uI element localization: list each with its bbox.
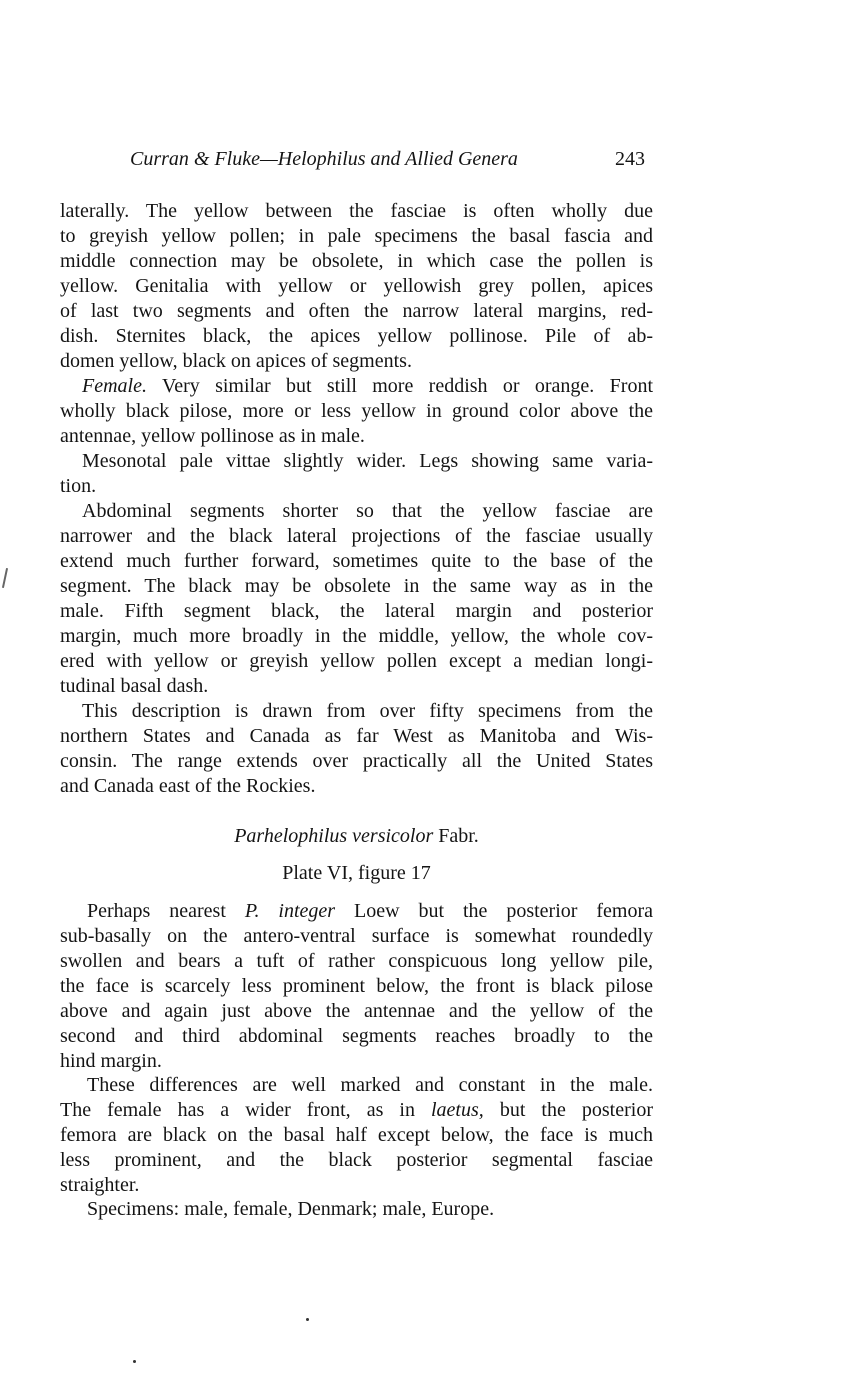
plate-heading: Plate VI, figure 17 [282,862,431,884]
text-line: straighter. [60,1174,140,1196]
text-line: second and third abdominal segments reaches broadly to the [60,1025,653,1047]
text-line: consin. The range extends over practically all the United States [60,750,653,772]
text-line: femora are black on the basal half except below, the face is much [60,1124,653,1146]
paragraph-male-abdomen [60,199,653,374]
species-ref: laetus, [431,1099,484,1121]
text-line: swollen and bears a tuft of rather conspicuous long yellow pile, [60,950,653,972]
paragraph-differences [60,1073,653,1198]
paragraph-comparison [60,899,653,1074]
text-line: This description is drawn from over fifty specimens from the [82,700,653,722]
specimens-line: Specimens: male, female, Denmark; male, Europe. [87,1198,495,1220]
text-line: narrower and the black lateral projections of the fasciae usually [60,525,653,547]
female-label: Female. [82,375,147,397]
text-line: hind margin. [60,1050,162,1072]
text-span: Loew but the posterior femora [335,900,653,922]
text-span: The female has a wider front, as in [60,1099,431,1121]
running-head-title: Curran & Fluke—Helophilus and Allied Genera [130,148,518,170]
text-line: margin, much more broadly in the middle, yellow, the whole cov- [60,625,653,647]
text-line: to greyish yellow pollen; in pale specimens the basal fascia and [60,225,653,247]
text-line: ered with yellow or greyish yellow pollen except a median longi- [60,650,653,672]
text-line: extend much further forward, sometimes quite to the base of the [60,550,653,572]
text-line: antennae, yellow pollinose as in male. [60,425,365,447]
text-line: the face is scarcely less prominent below, the front is black pilose [60,975,653,997]
text-line: male. Fifth segment black, the lateral margin and posterior [60,600,653,622]
paragraph-mesonotum [60,449,653,499]
paragraph-specimens [60,1197,653,1222]
text-line: Abdominal segments shorter so that the yellow fasciae are [82,500,653,522]
text-line [60,1098,653,1123]
paragraph-female [60,374,653,449]
species-name: Parhelophilus versicolor [234,825,434,847]
text-line: of last two segments and often the narrow lateral margins, red- [60,300,653,322]
text-line: These differences are well marked and constant in the male. [87,1074,653,1096]
text-line: laterally. The yellow between the fasciae is often wholly due [60,200,653,222]
text-line: above and again just above the antennae and the yellow of the [60,1000,653,1022]
running-head [60,148,653,178]
text-span: Perhaps nearest [87,900,245,922]
text-line: northern States and Canada as far West as Manitoba and Wis- [60,725,653,747]
speck [306,1318,309,1321]
text-line: segment. The black may be obsolete in the same way as in the [60,575,653,597]
margin-mark [2,568,8,588]
text-line: yellow. Genitalia with yellow or yellowish grey pollen, apices [60,275,653,297]
text-line: wholly black pilose, more or less yellow in ground color above the [60,400,653,422]
text-line: tudinal basal dash. [60,675,209,697]
text-line [60,899,653,924]
species-heading [60,824,653,849]
paragraph-description-source [60,699,653,799]
text-line [60,374,653,399]
species-ref: P. integer [244,900,336,922]
text-line: less prominent, and the black posterior segmental fasciae [60,1149,653,1171]
species-author: Fabr. [433,825,479,847]
speck [133,1360,136,1363]
text-line: domen yellow, black on apices of segments. [60,350,412,372]
text-line: sub-basally on the antero-ventral surface is somewhat roundedly [60,925,653,947]
text-span: Very similar but still more reddish or orange. Front [146,375,653,397]
text-line: middle connection may be obsolete, in which case the pollen is [60,250,653,272]
page-number: 243 [615,148,645,170]
paragraph-abdominal-segments [60,499,653,699]
text-line: tion. [60,475,97,497]
text-line: Mesonotal pale vittae slightly wider. Legs showing same varia- [82,450,653,472]
text-span: but the posterior [483,1099,653,1121]
text-line: and Canada east of the Rockies. [60,775,316,797]
text-line: dish. Sternites black, the apices yellow pollinose. Pile of ab- [60,325,653,347]
